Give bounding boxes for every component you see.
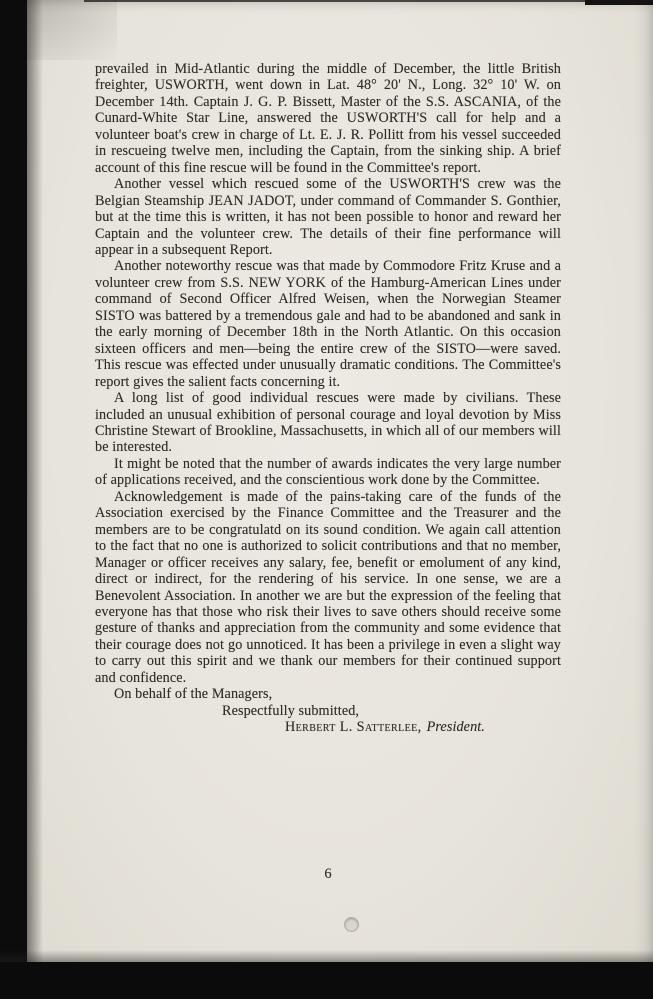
scan-edge-top	[84, 0, 653, 2]
signature-line	[285, 719, 561, 735]
paragraph-6: Acknowledgement is made of the pains-taking care of the funds of the Association exercised by the Finance Committee and the Treasurer and the members are to be congratulatd on its sound condition. We again call attention to the fact that no one is authorized to solicit contributions and that no member, Manager or officer receives any salary, fee, benefit or emolument of any kind, direct or indirect, for the rendering of his service. In one sense, we are a Benevolent Association. In another we are but the expression of the feeling that everyone has that those who risk their lives to save others should receive some gesture of thanks and appreciation from the community and some evidence that their courage does not go unnoticed. It has been a privilege in even a slight way to carry out this spirit and we thank our members for their continued support and confidence.	[95, 488, 561, 686]
signature-submitted: Respectfully submitted,	[222, 702, 360, 719]
binding-hole-mark	[344, 917, 359, 932]
page-number: 6	[324, 866, 332, 882]
signature-title: President.	[426, 719, 485, 736]
scan-edge-bottom-shadow	[0, 950, 653, 962]
paragraph-2: Another vessel which rescued some of the USWORTH'S crew was the Belgian Steamship JEAN JADOT, under command of Commander S. Gonthier, but at the time this is written, it has not been possible to honor and reward her Captain and the volunteer crew. The details of their fine performance will appear in a subsequent Report.	[95, 176, 561, 258]
paragraph-4: A long list of good individual rescues were made by civilians. These included an unusual exhibition of personal courage and loyal devotion by Miss Christine Stewart of Brookline, Massachusetts, in which all of our members will be interested.	[95, 390, 561, 456]
scan-edge-left-shadow	[27, 0, 43, 999]
scan-edge-top-right	[585, 0, 653, 5]
scan-edge-left	[0, 0, 27, 999]
page-text	[95, 61, 561, 736]
paragraph-3: Another noteworthy rescue was that made by Commodore Fritz Kruse and a volunteer crew from S.S. NEW YORK of the Hamburg-American Lines under command of Second Officer Alfred Weisen, when the Norwegian Steamer SISTO was battered by a tremendous gale and had to be abandoned and sank in the early morning of December 18th in the North Atlantic. On this occasion sixteen officers and men—being the entire crew of the SISTO—were saved. This rescue was effected under unusually dramatic conditions. The Committee's report gives the salient facts concerning it.	[95, 258, 561, 390]
scan-edge-bottom	[0, 962, 653, 999]
paragraph-5: It might be noted that the number of awards indicates the very large number of applications received, and the conscientious work done by the Committee.	[95, 455, 561, 489]
paragraph-1: prevailed in Mid-Atlantic during the middle of December, the little British freighter, USWORTH, went down in Lat. 48° 20' N., Long. 32° 10' W. on December 14th. Captain J. G. P. Bissett, Master of the S.S. ASCANIA, of the Cunard-White Star Line, answered the USWORTH'S call for help and a volunteer boat's crew in charge of Lt. E. J. R. Pollitt from his vessel succeeded in rescueing twelve men, including the Captain, from the sinking ship. A brief account of this fine rescue will be found in the Committee's report.	[95, 61, 561, 176]
signature-name: Herbert L. Satterlee,	[285, 719, 422, 736]
closing-line: On behalf of the Managers,	[114, 686, 273, 703]
